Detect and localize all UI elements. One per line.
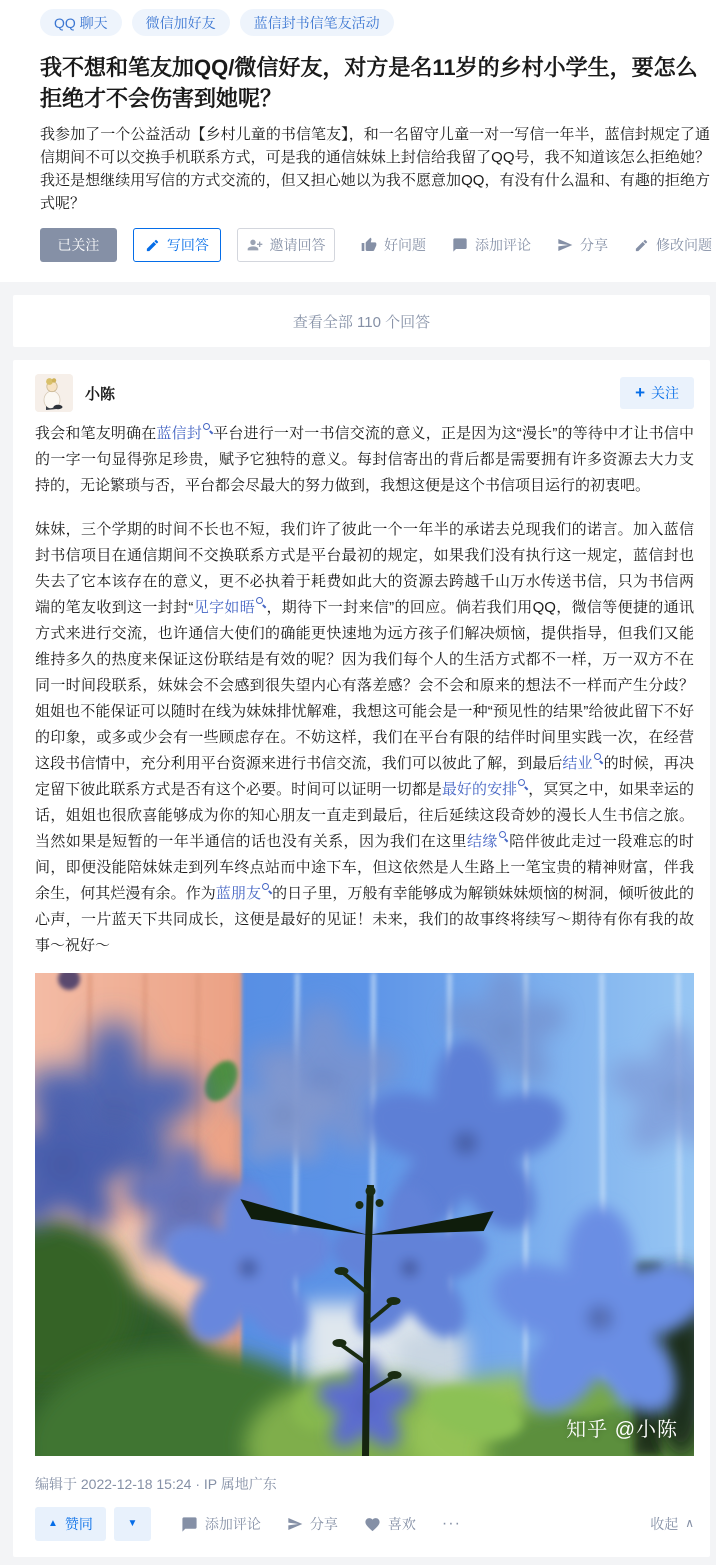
topic-tag-row — [40, 9, 712, 36]
person-add-icon — [247, 237, 263, 253]
followed-button[interactable]: 已关注 — [40, 228, 117, 262]
search-icon — [499, 831, 509, 841]
inline-search-link[interactable]: 结缘 — [467, 833, 509, 850]
view-all-answers-button[interactable] — [13, 295, 710, 347]
share-button[interactable] — [557, 235, 608, 255]
answer-text-run: 的日子里，万般有幸能够成为解锁妹妹烦恼的树洞，倾听彼此的心声，一片蓝天下共同成长，这便是最好的见证！未来，我们的故事终将续写～期待有你有我的故事～祝好～ — [35, 885, 694, 954]
image-watermark: 知乎 @小陈 — [566, 1419, 678, 1441]
invite-answer-button[interactable] — [237, 228, 335, 262]
question-description: 我参加了一个公益活动【乡村儿童的书信笔友】，和一名留守儿童一对一写信一年半，蓝信封规定了通信期间不可以交换手机联系方式，可是我的通信妹妹上封信给我留了QQ号，我不知道该怎么拒绝她？我还是想继续用写信的方式交流的，但又担心她以为我不愿意加QQ，有没有什么温和、有趣的拒绝方式呢？ — [40, 126, 710, 212]
answer-share-button[interactable] — [287, 1514, 338, 1534]
avatar[interactable] — [35, 374, 73, 412]
answer-add-comment-button[interactable] — [181, 1514, 261, 1534]
pen-icon — [145, 238, 160, 253]
answer-text-run: 妹妹，三个学期的时间不长也不短，我们许了彼此一个一年半的承诺去兑现我们的诺言。加入蓝信封书信项目在通信期间不交换联系方式是平台最初的规定，如果我们没有执行这一规定，蓝信封也失去了它本该存在的意义，更不必执着于耗费如此大的资源去跨越千山万水传送书信，只为书信两端的笔友收到这一封封“ — [35, 521, 694, 616]
paper-plane-icon — [557, 237, 573, 253]
write-answer-button[interactable] — [133, 228, 221, 262]
answer-text-run: 陪伴彼此走过一段难忘的时间，即便没能陪妹妹走到列车终点站而中途下车，但这依然是人生路上一笔宝贵的精神财富，伴我余生，何其烂漫有余。作为 — [35, 833, 694, 902]
edit-question-label: 修改问题 — [655, 237, 712, 253]
flower-photo-illustration — [35, 973, 694, 1456]
search-icon — [256, 597, 266, 607]
inline-search-link[interactable]: 蓝信封 — [156, 425, 213, 442]
heart-icon — [364, 1516, 381, 1533]
paper-plane-icon — [287, 1516, 303, 1532]
share-label: 分享 — [579, 237, 608, 253]
like-button[interactable] — [364, 1514, 416, 1534]
like-label: 喜欢 — [387, 1516, 416, 1532]
chevron-up-icon: ∧ — [685, 1516, 694, 1530]
add-comment-button[interactable] — [452, 235, 531, 255]
follow-author-label: 关注 — [651, 385, 679, 401]
comment-icon — [452, 237, 468, 253]
inline-search-link[interactable]: 最好的安排 — [442, 781, 528, 798]
author-name[interactable]: 小陈 — [85, 385, 116, 403]
topic-tag-wechat-friend[interactable]: 微信加好友 — [132, 9, 230, 36]
answer-text-run: 我会和笔友明确在 — [35, 425, 157, 442]
question-card — [0, 0, 716, 282]
view-all-answers-label: 查看全部 110 个回答 — [292, 313, 431, 331]
answer-body — [35, 421, 694, 959]
topic-tag-qq-chat[interactable]: QQ 聊天 — [40, 9, 122, 36]
answer-add-comment-label: 添加评论 — [204, 1516, 261, 1532]
thumb-up-icon — [361, 237, 377, 253]
answer-text-run: 的时候，再决定留下彼此联系方式是否有这个必要。时间可以证明一切都是 — [35, 755, 694, 798]
good-question-button[interactable] — [361, 235, 426, 255]
follow-author-button[interactable] — [620, 377, 694, 409]
search-icon — [203, 423, 213, 433]
inline-search-link[interactable]: 结业 — [562, 755, 603, 772]
downvote-button[interactable] — [114, 1507, 151, 1541]
search-icon — [518, 779, 528, 789]
edit-question-button[interactable] — [634, 235, 712, 255]
search-icon — [594, 753, 604, 763]
answer-text-run: 平台进行一对一书信交流的意义，正是因为这“漫长”的等待中才让书信中的一字一句显得弥足珍贵，赋予它独特的意义。每封信寄出的背后都是需要拥有许多资源去大力支持的，无论繁琐与否，平台都会尽最大的努力做到，我想这便是这个书信项目运行的初衷吧。 — [35, 425, 694, 494]
pen-icon — [634, 238, 649, 253]
answer-text-run: ，期待下一封来信”的回应。倘若我们用QQ，微信等便捷的通讯方式来进行交流，也许通信大使们的确能更快速地为远方孩子们解决烦恼，提供指导，但我们又能维持多久的热度来保证这份联结是有效的呢？因为我们每个人的生活方式都不一样，万一双方不在同一时间段联系，妹妹会不会感到很失望内心有落差感？会不会和原来的想法不一样而产生分歧？姐姐也不能保证可以随时在线为妹妹排忧解难，我想这可能会是一种“预见性的结果”给彼此留下不好的印象，或多或少会有一些顾虑存在。不妨这样，我们在平台有限的结伴时间里实践一次，在经营这段书信情中，充分利用平台资源来进行书信交流，我们可以彼此了解，到最后 — [35, 599, 694, 772]
plus-icon: + — [635, 382, 645, 402]
write-answer-label: 写回答 — [166, 237, 209, 253]
answer-card — [13, 360, 710, 1557]
answer-text-run: ，冥冥之中，如果幸运的话，姐姐也很欣喜能够成为你的知心朋友一直走到最后，往后延续这段奇妙的漫长人生书信之旅。当然如果是短暂的一年半通信的话也没有关系，因为我们在这里 — [35, 781, 694, 850]
answer-share-label: 分享 — [309, 1516, 338, 1532]
inline-search-link[interactable]: 见字如晤 — [193, 599, 266, 616]
triangle-down-icon: ▼ — [127, 1517, 138, 1529]
avatar-illustration — [35, 374, 73, 412]
answer-image[interactable] — [35, 973, 694, 1456]
add-comment-label: 添加评论 — [474, 237, 531, 253]
search-icon — [262, 883, 272, 893]
triangle-up-icon: ▲ — [48, 1517, 58, 1529]
question-action-bar — [40, 228, 712, 262]
inline-search-link[interactable]: 蓝朋友 — [216, 885, 272, 902]
more-actions-button[interactable]: ··· — [441, 1515, 461, 1532]
question-title: 我不想和笔友加QQ/微信好友，对方是名11岁的乡村小学生，要怎么拒绝才不会伤害到她呢？ — [40, 55, 698, 111]
answer-paragraph — [35, 421, 694, 499]
upvote-label: 赞同 — [64, 1516, 93, 1532]
good-question-label: 好问题 — [383, 237, 426, 253]
comment-icon — [181, 1516, 198, 1533]
answer-paragraph — [35, 517, 694, 959]
answer-action-bar — [35, 1507, 694, 1541]
answer-header — [35, 374, 694, 412]
upvote-button[interactable] — [35, 1507, 106, 1541]
collapse-label: 收起 — [650, 1516, 679, 1532]
collapse-answer-button[interactable] — [650, 1514, 694, 1534]
invite-answer-label: 邀请回答 — [269, 237, 326, 253]
topic-tag-lanxinfeng[interactable]: 蓝信封书信笔友活动 — [240, 9, 394, 36]
answer-edit-meta: 编辑于 2022-12-18 15:24 · IP 属地广东 — [35, 1476, 277, 1492]
